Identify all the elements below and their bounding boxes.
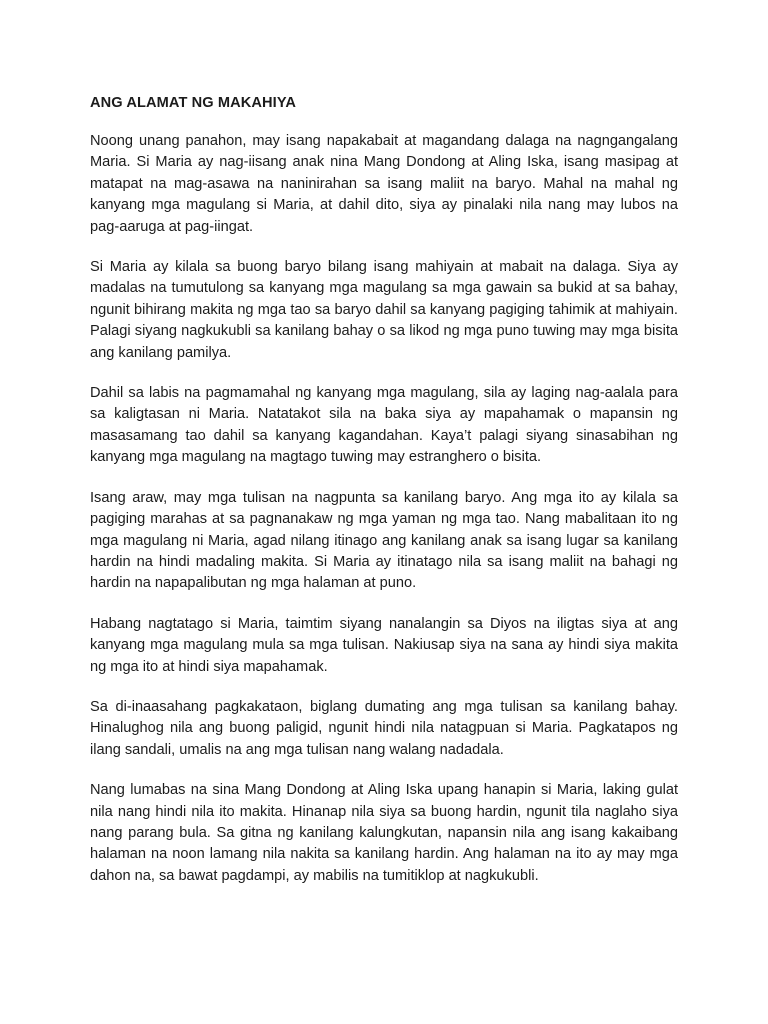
paragraph-3: Dahil sa labis na pagmamahal ng kanyang mga magulang, sila ay laging nag-aalala para sa kaligtasan ni Maria. Natatakot sila na baka siya ay mapahamak o mapansin ng masasamang tao dahil sa kanyang kagandahan. Kaya’t palagi siyang sinasabihan ng kanyang mga magulang na magtago tuwing may estranghero o bisita. (90, 385, 678, 466)
paragraph-4: Isang araw, may mga tulisan na nagpunta sa kanilang baryo. Ang mga ito ay kilala sa pagiging marahas at sa pagnanakaw ng mga yaman ng mga tao. Nang mabalitaan ito ng mga magulang ni Maria, agad nilang itinago ang kanilang anak sa isang lugar sa kanilang hardin na hindi madaling makita. Si Maria ay itinatago nila sa isang maliit na bahagi ng hardin na napapalibutan ng mga halaman at puno. (90, 489, 678, 592)
paragraph-7: Nang lumabas na sina Mang Dondong at Aling Iska upang hanapin si Maria, laking gulat nila nang hindi nila ito makita. Hinanap nila siya sa buong hardin, ngunit tila naglaho siya nang parang bula. Sa gitna ng kanilang kalungkutan, napansin nila ang isang kakaibang halaman na noon lamang nila nakita sa kanilang hardin. Ang halaman na ito ay may mga dahon na, sa bawat pagdampi, ay mabilis na tumitiklop at nagkukubli. (90, 782, 678, 884)
document-page (90, 94, 678, 906)
paragraph-5: Habang nagtatago si Maria, taimtim siyang nanalangin sa Diyos na iligtas siya at ang kanyang mga magulang mula sa mga tulisan. Nakiusap siya na sana ay hindi siya makita ng mga ito at hindi siya mapahamak. (90, 615, 678, 675)
paragraph-6: Sa di-inaasahang pagkakataon, biglang dumating ang mga tulisan sa kanilang bahay. Hinalughog nila ang buong paligid, ngunit hindi nila natagpuan si Maria. Pagkatapos ng ilang sandali, umalis na ang mga tulisan nang walang nadadala. (90, 698, 678, 758)
document-title: ANG ALAMAT NG MAKAHIYA (90, 95, 296, 111)
paragraph-1: Noong unang panahon, may isang napakabait at magandang dalaga na nagngangalang Maria. Si Maria ay nag-iisang anak nina Mang Dondong at Aling Iska, isang masipag at matapat na mag-asawa na naninirahan sa isang maliit na baryo. Mahal na mahal ng kanyang mga magulang si Maria, at dahil dito, siya ay pinalaki nila nang may lubos na pag-aaruga at pag-iingat. (90, 133, 678, 235)
paragraph-2: Si Maria ay kilala sa buong baryo bilang isang mahiyain at mabait na dalaga. Siya ay madalas na tumutulong sa kanyang mga magulang sa mga gawain sa bukid at sa bahay, ngunit bihirang makita ng mga tao sa baryo dahil sa kanyang pagiging tahimik at mahiyain. Palagi siyang nagkukubli sa kanilang bahay o sa likod ng mga puno tuwing may mga bisita ang kanilang pamilya. (90, 259, 678, 361)
